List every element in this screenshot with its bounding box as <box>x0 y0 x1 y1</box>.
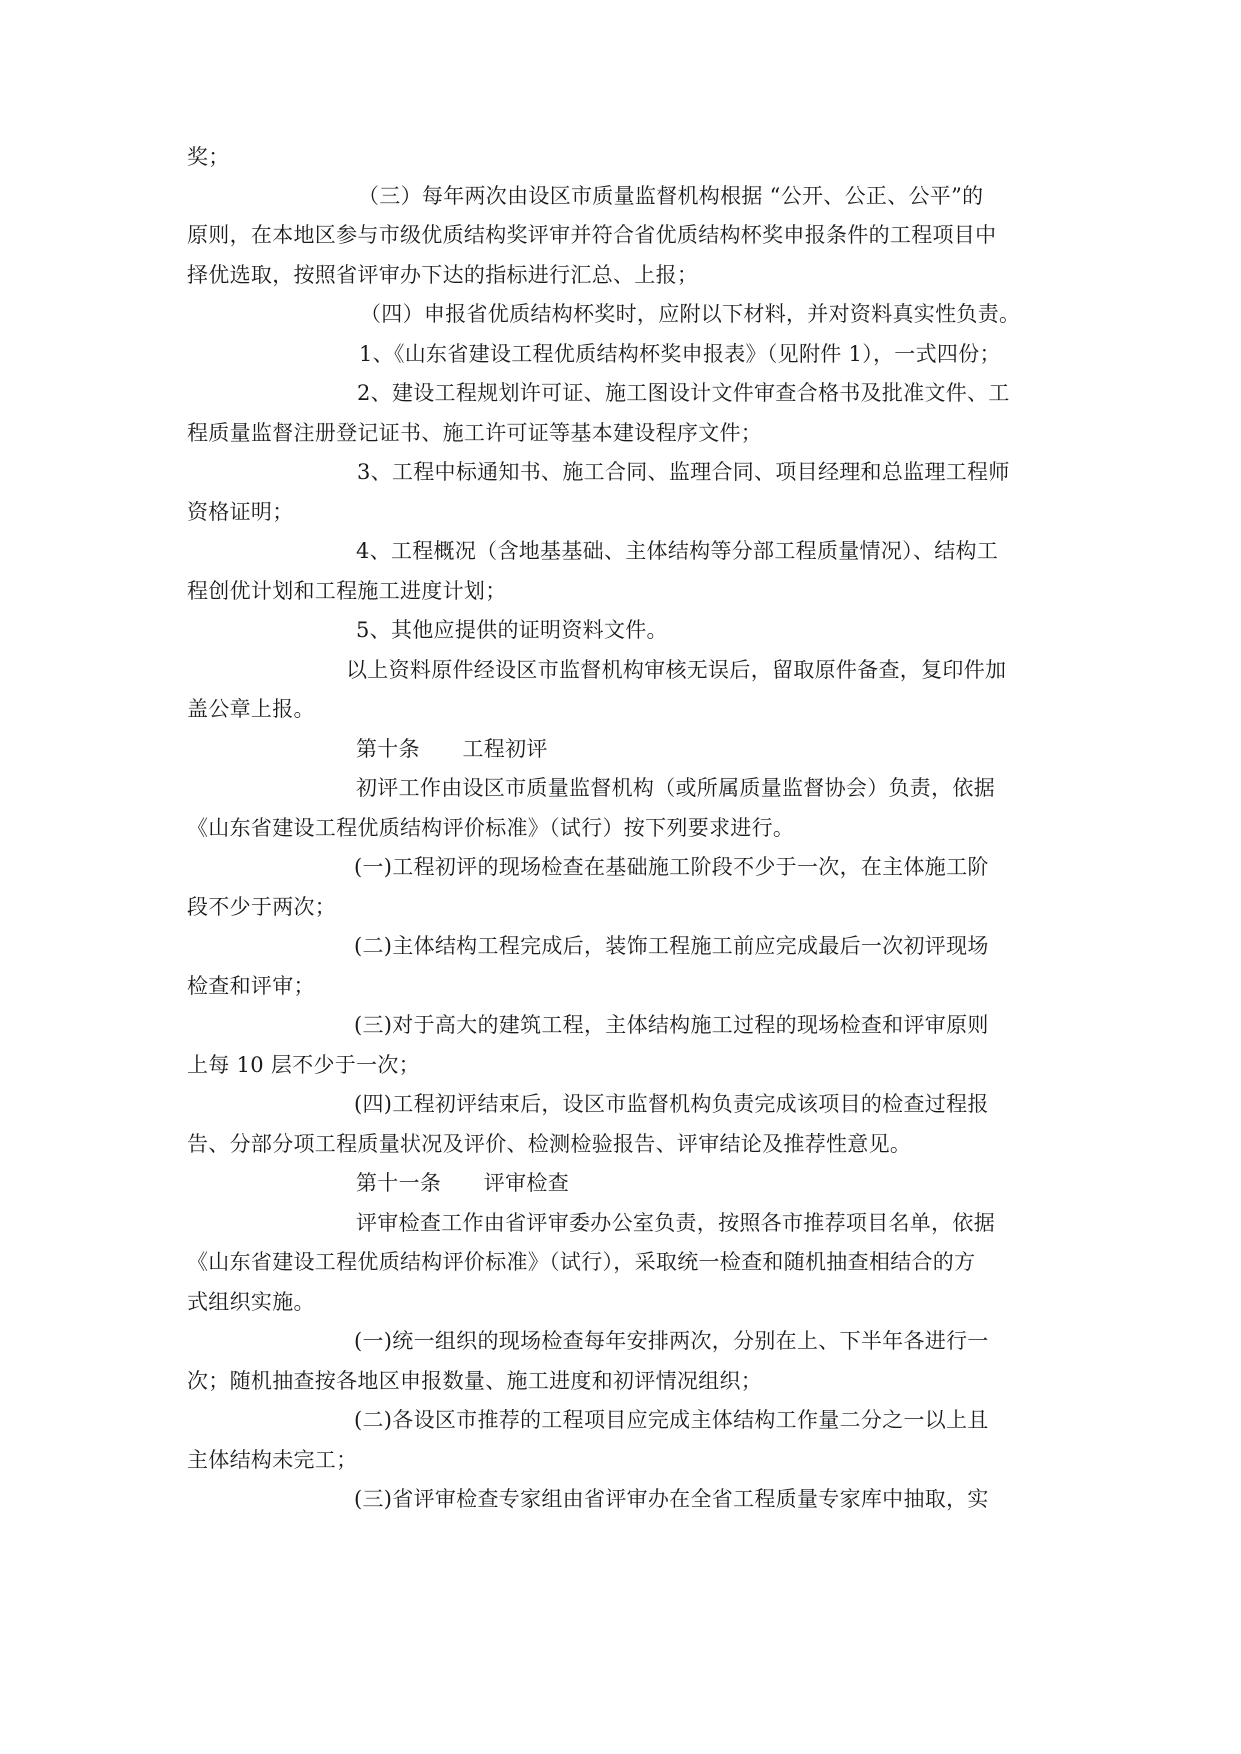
text-line: (二)各设区市推荐的工程项目应完成主体结构工作量二分之一以上且 <box>354 1408 989 1432</box>
section-heading: 第十条 工程初评 <box>356 737 548 761</box>
text-line: 1、《山东省建设工程优质结构杯奖申报表》（见附件 1），一式四份； <box>359 342 1001 366</box>
text-line: 式组织实施。 <box>187 1290 315 1314</box>
text-line: 初评工作由设区市质量监督机构（或所属质量监督协会）负责，依据 <box>356 776 995 800</box>
text-line: 2、建设工程规划许可证、施工图设计文件审查合格书及批准文件、工 <box>357 381 1010 405</box>
text-line: (一)工程初评的现场检查在基础施工阶段不少于一次，在主体施工阶 <box>354 855 989 879</box>
text-line: 《山东省建设工程优质结构评价标准》（试行）按下列要求进行。 <box>187 816 795 840</box>
text-line: 奖； <box>187 145 230 169</box>
text-line: 段不少于两次； <box>187 895 337 919</box>
text-line: (四)工程初评结束后，设区市监督机构负责完成该项目的检查过程报 <box>354 1092 989 1116</box>
text-line: (三)对于高大的建筑工程，主体结构施工过程的现场检查和评审原则 <box>354 1013 989 1037</box>
text-line: 《山东省建设工程优质结构评价标准》（试行），采取统一检查和随机抽查相结合的方 <box>187 1250 976 1274</box>
text-line: 告、分部分项工程质量状况及评价、检测检验报告、评审结论及推荐性意见。 <box>187 1132 912 1156</box>
text-line: 检查和评审； <box>187 974 315 998</box>
text-line: 程质量监督注册登记证书、施工许可证等基本建设程序文件； <box>187 421 763 445</box>
text-line: 原则，在本地区参与市级优质结构奖评审并符合省优质结构杯奖申报条件的工程项目中 <box>187 223 997 247</box>
text-line: (三)省评审检查专家组由省评审办在全省工程质量专家库中抽取，实 <box>354 1487 989 1511</box>
text-line: 5、其他应提供的证明资料文件。 <box>356 618 668 642</box>
text-line: 择优选取，按照省评审办下达的指标进行汇总、上报； <box>187 263 699 287</box>
text-line: (一)统一组织的现场检查每年安排两次，分别在上、下半年各进行一 <box>354 1329 989 1353</box>
text-line: (二)主体结构工程完成后，装饰工程施工前应完成最后一次初评现场 <box>354 934 989 958</box>
text-line: 上每 10 层不少于一次； <box>187 1053 420 1077</box>
text-line: 盖公章上报。 <box>187 697 315 721</box>
text-line: 资格证明； <box>187 500 294 524</box>
text-line: 程创优计划和工程施工进度计划； <box>187 579 507 603</box>
text-line: 以上资料原件经设区市监督机构审核无误后，留取原件备查，复印件加 <box>346 658 1007 682</box>
section-heading: 第十一条 评审检查 <box>356 1171 569 1195</box>
text-line: 主体结构未完工； <box>187 1448 358 1472</box>
text-line: 3、工程中标通知书、施工合同、监理合同、项目经理和总监理工程师 <box>357 460 1010 484</box>
text-line: （三）每年两次由设区市质量监督机构根据 “公开、公正、公平”的 <box>358 184 984 208</box>
text-line: （四）申报省优质结构杯奖时，应附以下材料，并对资料真实性负责。 <box>360 302 1021 326</box>
text-line: 4、工程概况（含地基基础、主体结构等分部工程质量情况）、结构工 <box>356 539 999 563</box>
text-line: 次；随机抽查按各地区申报数量、施工进度和初评情况组织； <box>187 1369 763 1393</box>
text-line: 评审检查工作由省评审委办公室负责，按照各市推荐项目名单，依据 <box>356 1211 995 1235</box>
